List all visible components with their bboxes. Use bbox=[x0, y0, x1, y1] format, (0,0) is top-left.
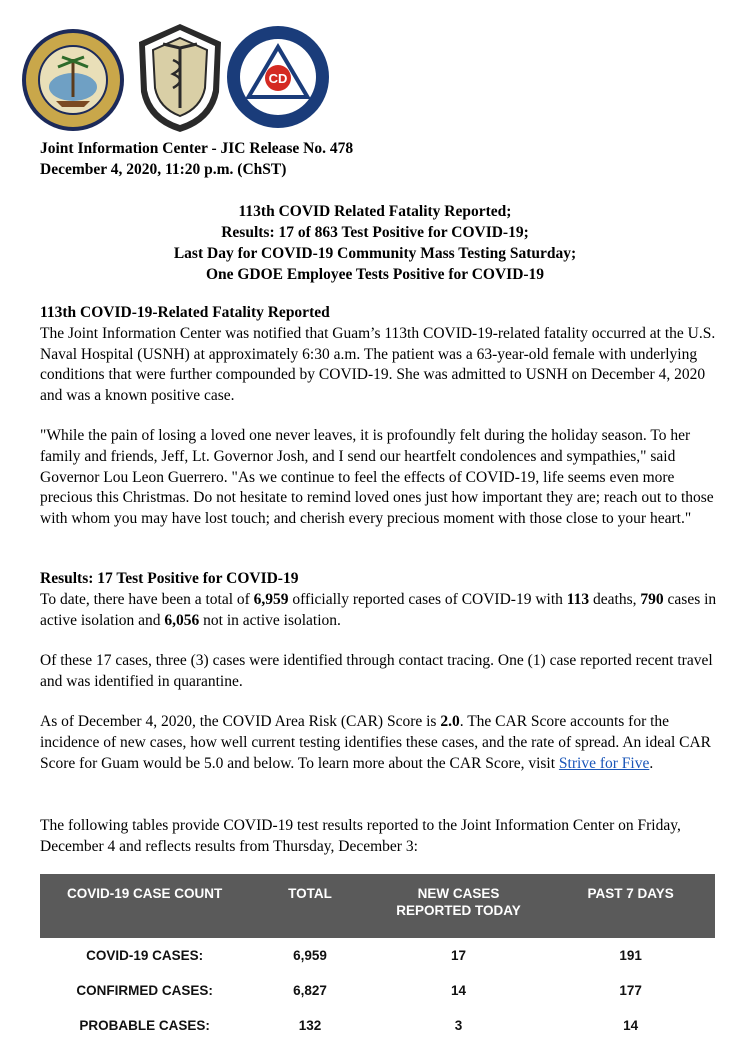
col-header-case-count: COVID-19 CASE COUNT bbox=[40, 874, 249, 938]
public-health-logo bbox=[133, 22, 227, 134]
release-header bbox=[40, 138, 353, 180]
car-score-text: As of December 4, 2020, the COVID Area Risk (CAR) Score is 2.0. The CAR Score accounts for the incidence of new cases, how well current testing identifies these cases, and the rate of spread. An ideal CAR Score for Guam would be 5.0 and below. To learn more about the CAR Score, visit Strive for Five. bbox=[40, 713, 712, 772]
governors-seal-logo bbox=[20, 27, 126, 133]
cell-total: 6,827 bbox=[293, 982, 327, 998]
results-summary: To date, there have been a total of 6,959 officially reported cases of COVID-19 with 113 deaths, 790 cases in active isolation and 6,056 not in active isolation. bbox=[40, 590, 717, 629]
deaths-value: 113 bbox=[566, 590, 590, 608]
release-date: December 4, 2020, 11:20 p.m. (ChST) bbox=[40, 161, 287, 178]
cell-total: 6,959 bbox=[293, 947, 327, 963]
civil-defense-cd: CD bbox=[268, 71, 288, 86]
governor-quote bbox=[40, 426, 720, 530]
cell-past-7: 14 bbox=[623, 1017, 639, 1033]
col-header-new-cases: NEW CASES REPORTED TODAY bbox=[371, 874, 547, 938]
table-row bbox=[40, 1008, 715, 1043]
headline-line: One GDOE Employee Tests Positive for COVID-19 bbox=[205, 266, 545, 283]
headline-line: 113th COVID Related Fatality Reported; bbox=[238, 203, 512, 220]
col-header-past-7-days: PAST 7 DAYS bbox=[546, 874, 715, 938]
contact-tracing-text: Of these 17 cases, three (3) cases were identified through contact tracing. One (1) case reported recent travel and was identified in quarantine. bbox=[40, 652, 713, 690]
table-row bbox=[40, 938, 715, 973]
row-label: PROBABLE CASES: bbox=[79, 1017, 210, 1033]
results-heading: Results: 17 Test Positive for COVID-19 bbox=[40, 570, 299, 587]
cell-new: 3 bbox=[454, 1017, 463, 1033]
not-active-value: 6,056 bbox=[164, 611, 200, 629]
col-header-total: TOTAL bbox=[249, 874, 371, 938]
cell-new: 17 bbox=[450, 947, 467, 963]
row-label: CONFIRMED CASES: bbox=[76, 982, 213, 998]
cell-new: 14 bbox=[450, 982, 467, 998]
fatality-heading: 113th COVID-19-Related Fatality Reported bbox=[40, 304, 330, 321]
case-count-table bbox=[40, 874, 715, 1043]
headline bbox=[40, 201, 710, 285]
tables-intro bbox=[40, 816, 720, 858]
car-score-paragraph bbox=[40, 712, 720, 774]
total-cases-value: 6,959 bbox=[253, 590, 289, 608]
headline-line: Last Day for COVID-19 Community Mass Testing Saturday; bbox=[173, 245, 577, 262]
quote-text: "While the pain of losing a loved one never leaves, it is profoundly felt during the holiday season. To her family and friends, Jeff, Lt. Governor Josh, and I send our heartfelt condolences and sympathies," said Governor Lou Leon Guerrero. "As we continue to feel the effects of COVID-19, life seems even more precious this Christmas. Do not hesitate to remind loved ones just how important they are; reach out to those with whom you may have lost touch; and cherish every precious moment with those close to your heart." bbox=[40, 427, 714, 528]
table-header-row bbox=[40, 874, 715, 938]
active-isolation-value: 790 bbox=[640, 590, 664, 608]
release-number: Joint Information Center - JIC Release No. 478 bbox=[40, 140, 354, 157]
results-section bbox=[40, 569, 720, 631]
cell-past-7: 177 bbox=[619, 982, 642, 998]
headline-line: Results: 17 of 863 Test Positive for COVID-19; bbox=[221, 224, 529, 241]
cell-total: 132 bbox=[298, 1017, 322, 1033]
strive-for-five-link[interactable]: Strive for Five bbox=[558, 754, 650, 772]
fatality-section bbox=[40, 303, 720, 407]
contact-tracing-paragraph bbox=[40, 651, 720, 693]
row-label: COVID-19 CASES: bbox=[86, 947, 204, 963]
tables-intro-text: The following tables provide COVID-19 test results reported to the Joint Information Center on Friday, December 4 and reflects results from Thursday, December 3: bbox=[40, 817, 681, 855]
homeland-security-logo bbox=[225, 24, 331, 130]
agency-logos bbox=[20, 22, 330, 132]
table-row bbox=[40, 973, 715, 1008]
cell-past-7: 191 bbox=[619, 947, 642, 963]
fatality-body: The Joint Information Center was notified that Guam’s 113th COVID-19-related fatality occurred at the U.S. Naval Hospital (USNH) at approximately 6:30 a.m. The patient was a 63-year-old female with underlying conditions that were further compounded by COVID-19. She was admitted to USNH on December 4, 2020 and was a known positive case. bbox=[40, 324, 716, 405]
car-score-value: 2.0 bbox=[440, 713, 460, 730]
